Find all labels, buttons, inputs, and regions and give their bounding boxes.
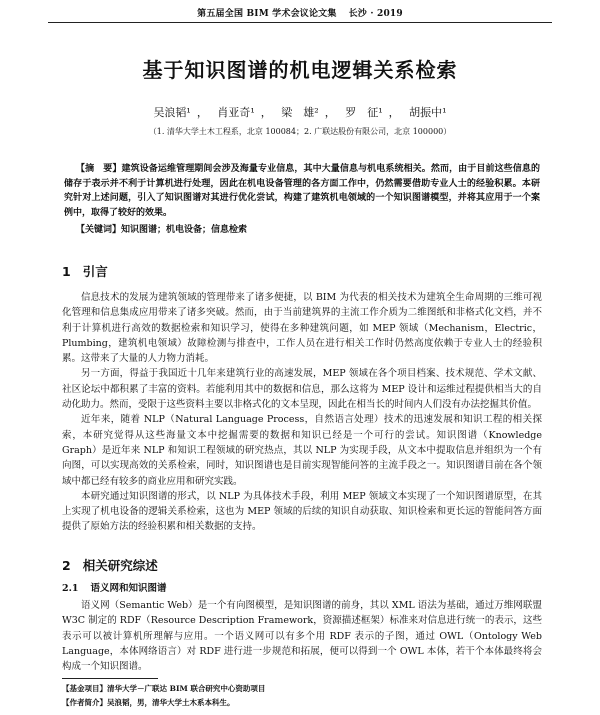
section-heading — [62, 556, 158, 574]
keywords — [76, 222, 247, 235]
header-rule — [48, 22, 552, 23]
section-body — [62, 290, 542, 535]
footnote-rule — [62, 678, 158, 679]
paragraph: 本研究通过知识图谱的形式，以 NLP 为具体技术手段，利用 MEP 领域文本实现了一个知识图谱原型，在其上实现了机电设备的逻辑关系检索，这也为 MEP 领域的后续的知识自动获取、知识检索和更长远的智能问答方面提供了原始方法的经验积累和相关数据的支持。 — [62, 490, 542, 533]
running-header — [0, 6, 600, 19]
footnote-funding: 【基金项目】清华大学－广联达 BIM 联合研究中心资助项目 — [62, 684, 266, 693]
author: 梁 雄² — [281, 106, 319, 119]
conference-name: 第五届全国 BIM 学术会议论文集 — [197, 9, 337, 19]
author: 肖亚奇¹ — [217, 106, 255, 119]
author: 罗 征¹ — [345, 106, 383, 119]
subsection-title: 语义网和知识图谱 — [90, 583, 167, 594]
keywords-label: 【关键词】 — [76, 225, 122, 235]
subsection-body — [62, 598, 542, 674]
author: 吴浪韬¹ — [153, 106, 191, 119]
keywords-text: 知识图谱；机电设备；信息检索 — [121, 225, 248, 235]
author: 胡振中¹ — [409, 106, 447, 119]
affiliation: （1. 清华大学土木工程系，北京 100084；2. 广联达股份有限公司，北京 100000） — [148, 127, 452, 136]
conference-location: 长沙 · 2019 — [348, 9, 403, 19]
subsection-number: 2.1 — [62, 583, 79, 594]
footnote-author: 【作者简介】吴浪韬，男，清华大学土木系本科生。 — [62, 698, 235, 707]
paragraph: 语义网（Semantic Web）是一个有向图模型，是知识图谱的前身，其以 XML 语法为基础，通过万维网联盟 W3C 制定的 RDF（Resource Description Framework，资源描述框架）标准来对信息进行统一的表示，这些表示可以被计算机所理解与应用。一个语义网可以有多个用 RDF 表示的子图，通过 OWL（Ontology Web Language，本体网络语言）对 RDF 进行进一步规范和拓展，便可以得到一个 OWL 本体，若干个本体最终将会构成一个知识图谱。 — [62, 600, 542, 673]
paragraph: 近年来，随着 NLP（Natural Language Process，自然语言处理）技术的迅速发展和知识工程的相关探索，本研究觉得从这些海量文本中挖掘需要的数据和知识已经是一个可行的尝试。知识图谱（Knowledge Graph）是近年来 NLP 和知识工程领域的研究热点，其以 NLP 为实现手段，从文本中提取信息并组织为一个有向图，可以实现高效的关系检索，同时，知识图谱也是目前实现智能问答的主流手段之一。知识图谱目前在各个领域中都已经有较多的商业应用和研究实践。 — [62, 414, 542, 487]
paper-title: 基于知识图谱的机电逻辑关系检索 — [142, 58, 458, 82]
section-title: 引言 — [82, 264, 108, 279]
section-number: 2 — [62, 558, 71, 573]
paragraph: 信息技术的发展为建筑领域的管理带来了诸多便捷，以 BIM 为代表的相关技术为建筑全生命周期的三维可视化管理和信息集成应用带来了诸多突破。然而，由于当前建筑界的主流工作介质为二维图纸和非格式化文档，并不利于计算机进行高效的数据检索和知识学习，使得在多种建筑问题，如 MEP 领域（Mechanism，Electric，Plumbing，建筑机电领域）故障检测与排查中，工作人员在进行相关工作时仍然高度依赖于专业人士的经验积累。这带来了大量的人力物力消耗。 — [62, 292, 542, 365]
section-number: 1 — [62, 264, 71, 279]
section-heading — [62, 262, 108, 280]
abstract-text: 建筑设备运维管理期间会涉及海量专业信息，其中大量信息与机电系统相关。然而，由于目前这些信息的储存于表示并不利于计算机进行处理，因此在机电设备管理的各方面工作中，仍然需要借助专业人士的经验积累。本研究针对上述问题，引入了知识图谱对其进行优化尝试，构建了建筑机电领域的一个知识图谱模型，并将其应用于一个案例中，取得了较好的效果。 — [64, 164, 540, 218]
author-list: 吴浪韬¹ ， 肖亚奇¹ ， 梁 雄² ， 罗 征¹ ， 胡振中¹ — [153, 106, 447, 119]
paragraph: 另一方面，得益于我国近十几年来建筑行业的高速发展，MEP 领域在各个项目档案、技术规范、学术文献、社区论坛中都积累了丰富的资料。若能利用其中的数据和信息，那么这将为 MEP 设计和运维过程提供相当大的自动化助力。然而，受限于这些资料主要以非格式化的文本呈现，因此在相当长的时间内人们没有办法挖掘其价值。 — [62, 368, 542, 411]
abstract — [64, 162, 540, 220]
subsection-heading — [62, 580, 167, 594]
abstract-label: 【摘 要】 — [76, 164, 122, 174]
section-title: 相关研究综述 — [82, 558, 158, 573]
